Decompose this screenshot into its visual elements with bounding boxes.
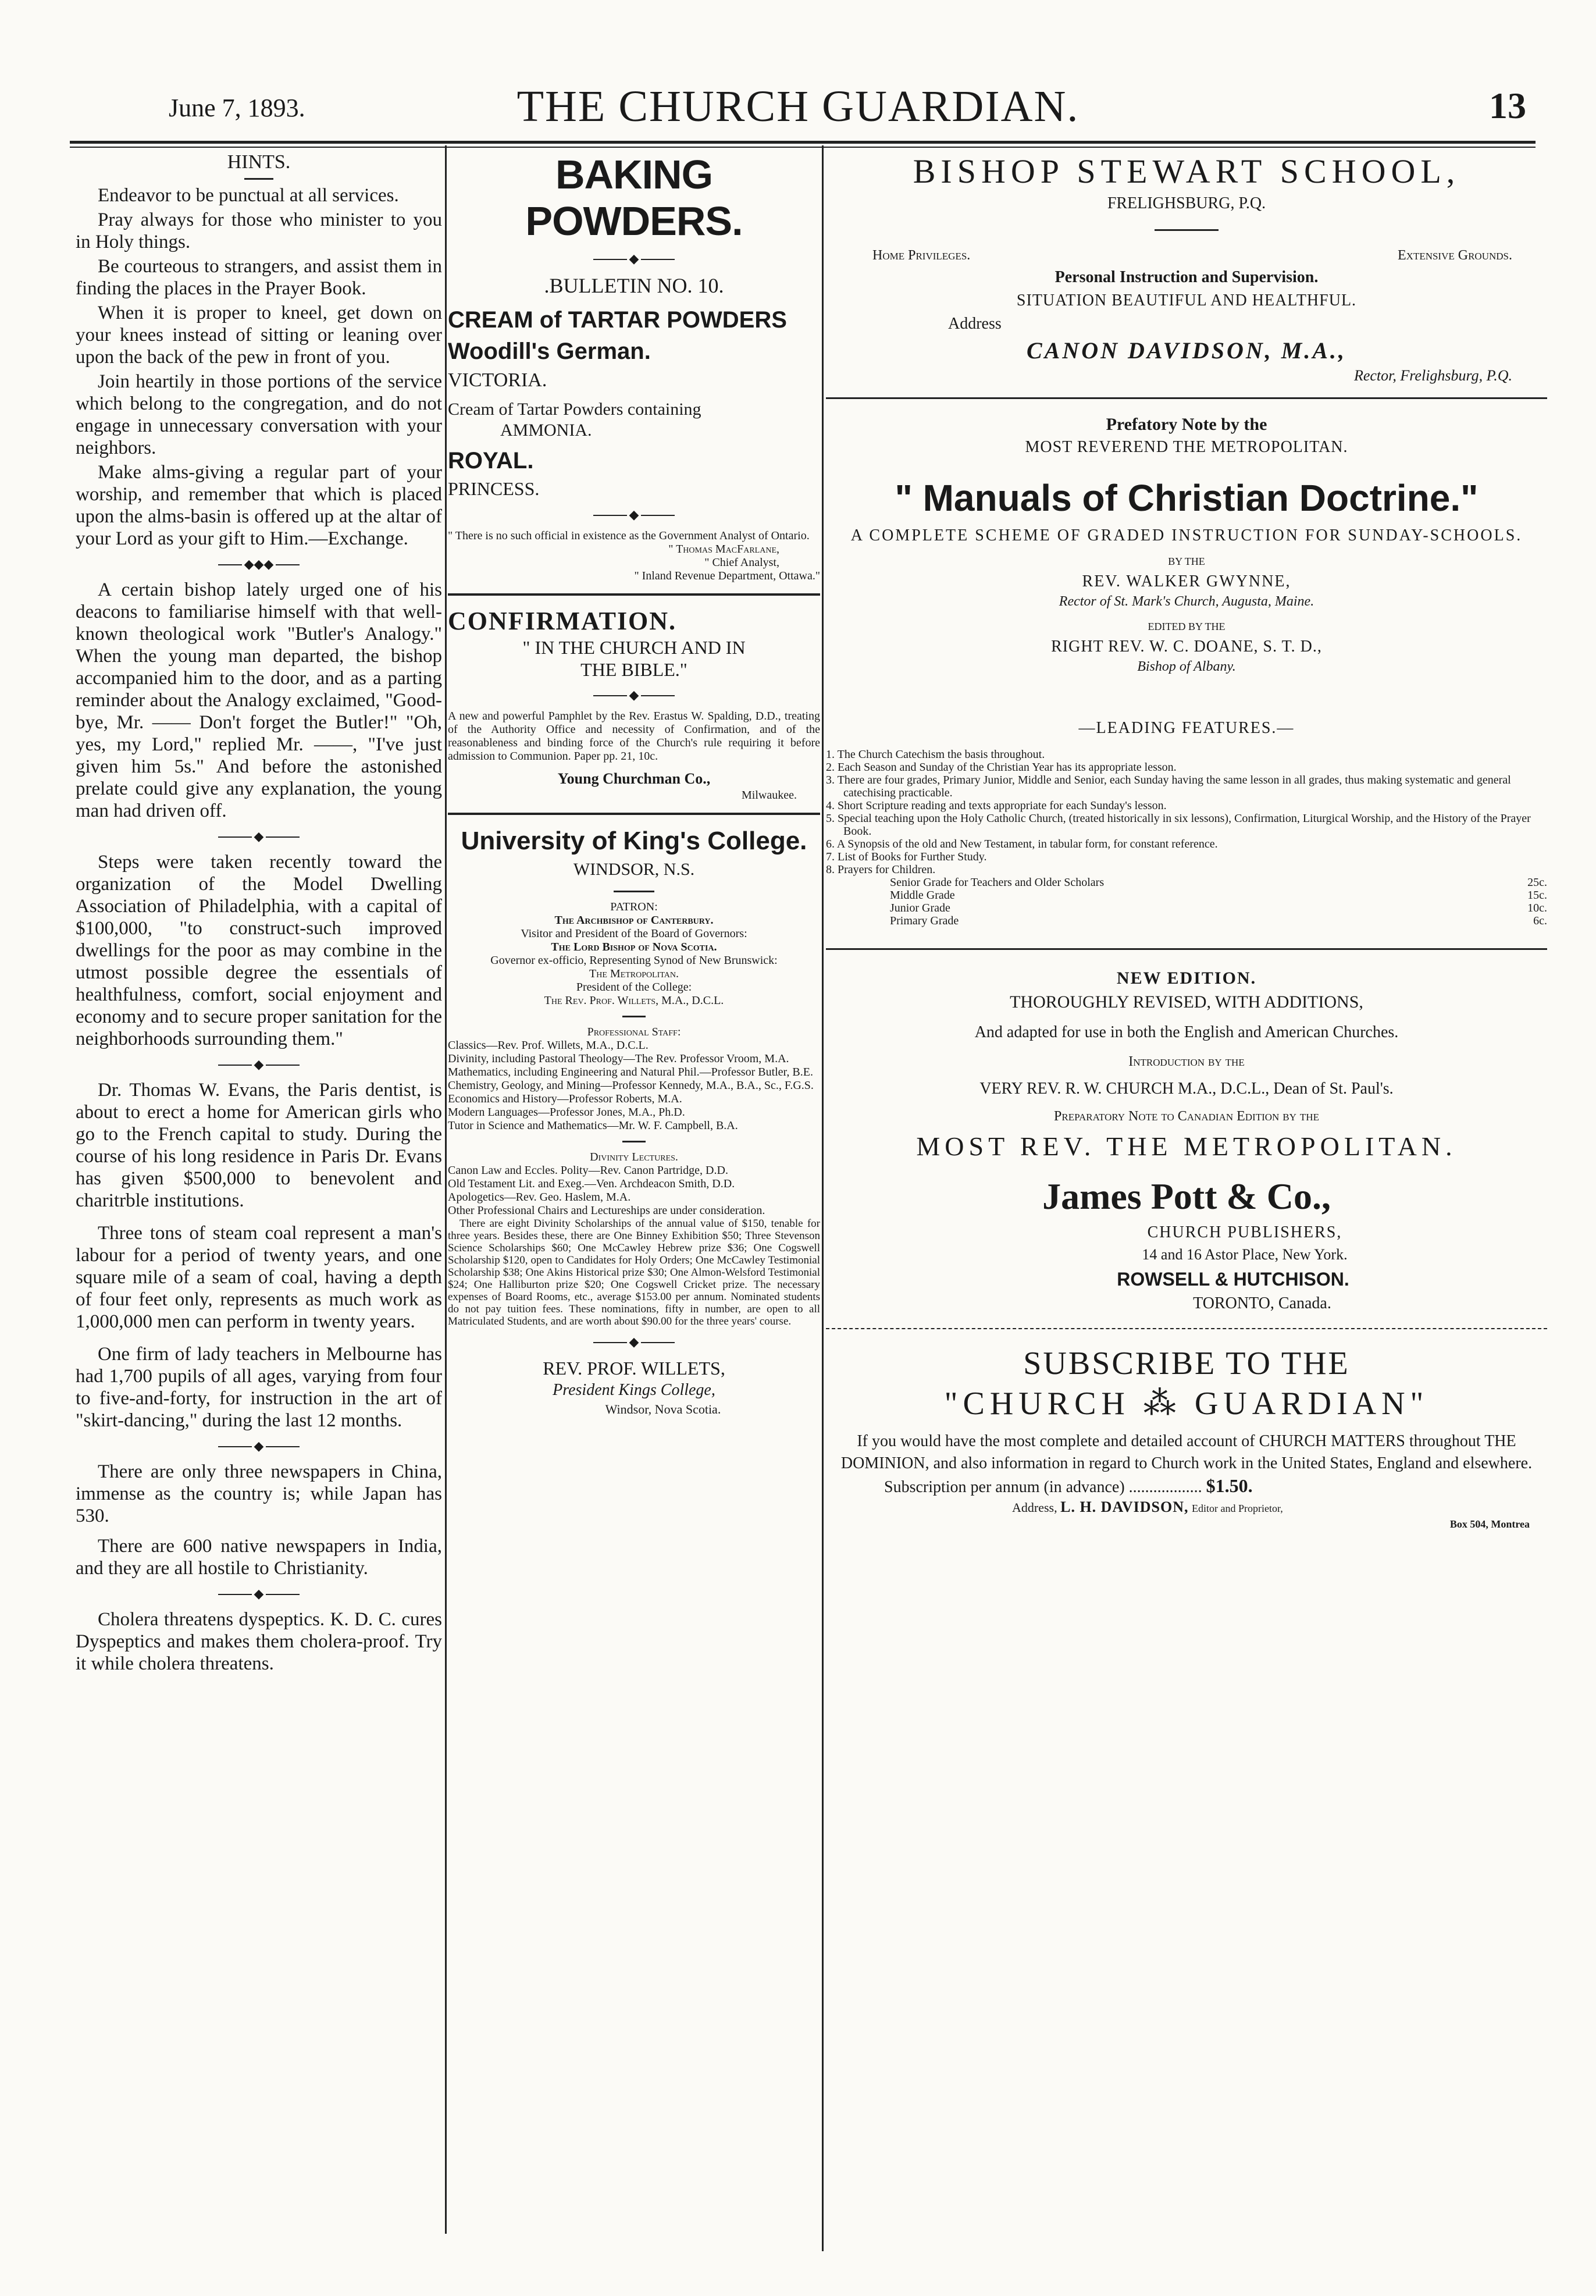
most-reverend-metropolitan: MOST REVEREND THE METROPOLITAN. (1025, 438, 1348, 456)
toronto-canada: TORONTO, Canada. (1193, 1294, 1331, 1312)
windsor-nova-scotia: Windsor, Nova Scotia. (605, 1402, 721, 1416)
column-1 (76, 151, 442, 1677)
section-rule (826, 397, 1547, 399)
rev-willets: REV. PROF. WILLETS, (543, 1358, 725, 1379)
adapted-for-use: And adapted for use in both the English and American Churches. (974, 1023, 1399, 1041)
in-church-line: " IN THE CHURCH AND IN (522, 637, 746, 658)
bishop-stewart-school-title: BISHOP STEWART SCHOOL, (913, 152, 1460, 190)
divinity-item: Other Professional Chairs and Lectureships are under consideration. (448, 1204, 765, 1217)
prefatory-note: Prefatory Note by the (1106, 415, 1267, 434)
divider: ◆ (593, 689, 675, 702)
price-row (890, 902, 1547, 914)
bishop-of-albany: Bishop of Albany. (1137, 659, 1236, 674)
ammonia: AMMONIA. (500, 421, 592, 440)
president-kings-college: President Kings College, (553, 1381, 715, 1399)
divider: ◆ (218, 830, 300, 843)
most-rev-metropolitan: MOST REV. THE METROPOLITAN. (916, 1131, 1457, 1161)
grade-price: 6c. (1533, 914, 1547, 927)
school-features-row (826, 245, 1547, 266)
very-rev-church: VERY REV. R. W. CHURCH M.A., D.C.L., Dean of St. Paul's. (979, 1080, 1394, 1098)
feature-item: 7. List of Books for Further Study. (826, 850, 987, 863)
feature-item: 1. The Church Catechism the basis throughout. (826, 748, 1045, 761)
princess: PRINCESS. (448, 478, 540, 499)
divinity-item: Old Testament Lit. and Exeg.—Ven. Archdeacon Smith, D.D. (448, 1177, 735, 1190)
hint-paragraph: Join heartily in those portions of the service which belong to the congregation, and do not engage in unnecessary conversation with your neighbors. (76, 371, 442, 458)
cream-of-tartar-title: CREAM of TARTAR POWDERS (448, 307, 787, 333)
edited-by: EDITED BY THE (1148, 621, 1226, 632)
hint-paragraph: Endeavor to be punctual at all services. (98, 185, 399, 206)
china-article: There are only three newspapers in China, immense as the country is; while Japan has 530. (76, 1461, 442, 1526)
thoroughly-revised: THOROUGHLY REVISED, WITH ADDITIONS, (1010, 992, 1363, 1012)
grade-price: 25c. (1527, 876, 1547, 889)
kdc-advertisement: Cholera threatens dyspeptics. K. D. C. cures Dyspeptics and makes them cholera-proof. Try it while cholera threatens. (76, 1609, 442, 1674)
rowsell-hutchison: ROWSELL & HUTCHISON. (1117, 1269, 1349, 1290)
staff-list (448, 1039, 820, 1133)
right-rev-doane: RIGHT REV. W. C. DOANE, S. T. D., (1051, 638, 1322, 656)
church-guardian-title: "CHURCH ⁂ GUARDIAN" (944, 1386, 1429, 1422)
subscription-line (826, 1475, 1547, 1498)
divider: ◆◆◆ (218, 558, 300, 571)
box-address: Box 504, Montrea (1449, 1518, 1530, 1530)
hint-paragraph: Be courteous to strangers, and assist them in finding the places in the Prayer Book. (76, 256, 442, 299)
column-3 (826, 151, 1547, 1531)
astor-place: 14 and 16 Astor Place, New York. (1142, 1246, 1348, 1263)
divider: ◆ (218, 1058, 300, 1071)
feature-item: 5. Special teaching upon the Holy Catholic Church, (treated historically in six lessons), Confirmation, Liturgical Worship, and the History of the Prayer Book. (826, 812, 1531, 838)
quote-department: " Inland Revenue Department, Ottawa." (634, 569, 820, 582)
introduction-by: Introduction by the (1128, 1054, 1245, 1069)
divider: ◆ (593, 252, 675, 265)
coal-article: Three tons of steam coal represent a man's labour for a period of twenty years, and one square mile of a seam of coal, having a depth of four feet only, represents as much work as 1,000,000 men can perform in twenty years. (76, 1223, 442, 1332)
president-name: The Rev. Prof. Willets, M.A., D.C.L. (544, 994, 724, 1007)
divider (1155, 229, 1219, 231)
grade-name: Junior Grade (890, 902, 950, 914)
bulletin-number: .BULLETIN NO. 10. (544, 274, 724, 297)
india-article: There are 600 native newspapers in India, and they are all hostile to Christianity. (76, 1536, 442, 1579)
hint-paragraph: Make alms-giving a regular part of your worship, and remember that which is placed upon the alms-basin is offered up at the altar of your Lord as your gift to Him.—Exchange. (76, 462, 442, 549)
feature-item: 8. Prayers for Children. (826, 863, 936, 876)
victoria: VICTORIA. (448, 369, 547, 391)
manuals-title: " Manuals of Christian Doctrine." (895, 477, 1479, 519)
issue-date: June 7, 1893. (169, 94, 305, 122)
divinity-list (448, 1164, 820, 1218)
frelighsburg: FRELIGHSBURG, P.Q. (1107, 194, 1266, 212)
woodills-german: Woodill's German. (448, 339, 651, 364)
by-the: BY THE (1168, 556, 1205, 567)
president-label: President of the College: (576, 981, 692, 994)
header-rule (70, 141, 1536, 144)
divider: ◆ (593, 508, 675, 521)
new-edition: NEW EDITION. (1116, 969, 1257, 988)
quote-role: " Chief Analyst, (704, 556, 779, 569)
subscribe-description: If you would have the most complete and detailed account of CHURCH MATTERS throughout THE DOMINION, and also information in regard to Church work in the United States, England and elsewhere. (840, 1432, 1533, 1472)
grade-price: 10c. (1527, 902, 1547, 914)
section-rule (448, 813, 820, 815)
scholarships-text: There are eight Divinity Scholarships of the annual value of $150, tenable for three years. Besides these, there are One Binney Exhibition $50; Three Stevenson Science Scholarships $60; One McCawley Hebrew prize $36; One Cogswell Scholarship $120, open to Candidates for Holy Orders; One McCawley Testimonial Scholarship $38; One Akins Historical prize $30; One Almon-Welsford Testimonial $24; One Halliburton prize $20; One Cogswell Cricket prize. The necessary expenses of Board Rooms, etc., average $153.00 per annum. Nominated students do not pay tuition fees. These nominations, fifty in number, are open to all Matriculated Students, and are worth about $90.00 for the three years' course. (448, 1218, 820, 1327)
windsor-ns: WINDSOR, N.S. (573, 860, 695, 879)
divinity-title: Divinity Lectures. (590, 1151, 678, 1163)
complete-scheme: A COMPLETE SCHEME OF GRADED INSTRUCTION FOR SUNDAY-SCHOOLS. (850, 526, 1523, 544)
governor-name: The Metropolitan. (589, 967, 679, 980)
pamphlet-description: A new and powerful Pamphlet by the Rev. Erastus W. Spalding, D.D., treating of the Authority Office and necessity of Confirmation, and of the reasonableness and binding force of the Church's rule requiring it before admission to Communion. Paper pp. 21, 10c. (448, 710, 820, 763)
hint-paragraph: Pray always for those who minister to you in Holy things. (76, 209, 442, 252)
section-rule (826, 1328, 1547, 1329)
patron-name: The Archbishop of Canterbury. (554, 914, 714, 927)
grade-price: 15c. (1527, 889, 1547, 902)
hints-title: HINTS. (227, 151, 291, 173)
section-rule (826, 948, 1547, 950)
rector-st-marks: Rector of St. Mark's Church, Augusta, Maine. (1059, 594, 1314, 609)
subscription-price: $1.50. (1206, 1475, 1253, 1496)
grade-name: Middle Grade (890, 889, 955, 902)
price-row (890, 876, 1547, 889)
extensive-grounds: Extensive Grounds. (1398, 248, 1512, 263)
proprietor-line (826, 1498, 1547, 1517)
subscribe-title: SUBSCRIBE TO THE (1023, 1345, 1350, 1382)
price-list (890, 876, 1547, 927)
page-number: 13 (1489, 85, 1526, 126)
situation: SITUATION BEAUTIFUL AND HEALTHFUL. (1016, 291, 1357, 309)
subscription-label: Subscription per annum (in advance) .................. (884, 1478, 1202, 1496)
cream-ammonia-line: Cream of Tartar Powders containing (448, 400, 701, 419)
young-churchman-co: Young Churchman Co., (557, 770, 711, 787)
staff-item: Classics—Rev. Prof. Willets, M.A., D.C.L. (448, 1039, 649, 1052)
royal: ROYAL. (448, 448, 534, 474)
divider (614, 891, 654, 892)
evans-article: Dr. Thomas W. Evans, the Paris dentist, is about to erect a home for American girls who go to the French capital to study. During the course of his long residence in Paris Dr. Evans has given $500,000 to benevolent and charitrble institutions. (76, 1080, 442, 1211)
header-rule-thin (70, 147, 1536, 148)
features-list (826, 748, 1547, 876)
confirmation-title: CONFIRMATION. (448, 607, 677, 635)
address-label: Address (948, 315, 1002, 333)
divinity-item: Canon Law and Eccles. Polity—Rev. Canon Partridge, D.D. (448, 1164, 728, 1177)
rev-walker-gwynne: REV. WALKER GWYNNE, (1082, 572, 1291, 590)
column-divider-2 (822, 145, 824, 2251)
address-label: Address, (1012, 1500, 1057, 1515)
column-divider-1 (445, 145, 447, 2234)
visitor-name: The Lord Bishop of Nova Scotia. (551, 941, 717, 953)
staff-item: Divinity, including Pastoral Theology—The Rev. Professor Vroom, M.A. (448, 1052, 789, 1065)
melbourne-article: One firm of lady teachers in Melbourne has had 1,700 pupils of all ages, varying from four to five-and-forty, for instruction in the art of "skirt-dancing," during the last 12 months. (76, 1344, 442, 1431)
governor-label: Governor ex-officio, Representing Synod of New Brunswick: (490, 954, 778, 967)
model-dwelling-article: Steps were taken recently toward the organization of the Model Dwelling Association of Philadelphia, with a capital of $100,000, "to construct-such improved dwellings for the poor as may combine in the utmost possible degree the essentials of healthfulness, comfort, social enjoyment and economy and to secure proper sanitation for the neighborhoods surrounding them." (76, 852, 442, 1049)
editor-proprietor: Editor and Proprietor, (1192, 1503, 1283, 1514)
price-row (890, 914, 1547, 927)
divider (622, 1016, 646, 1017)
baking-powders-title: BAKING POWDERS. (525, 152, 743, 244)
price-row (890, 889, 1547, 902)
bishop-anecdote: A certain bishop lately urged one of his deacons to familiarise himself with that well-known theological work "Butler's Analogy." When the young man departed, the bishop accompanied him to the door, and as a parting reminder about the Analogy exclaimed, "Good-bye, Mr. —— Don't forget the Butler!" "Oh, yes, my Lord," replied Mr. ——, "I've just given him 5s." And before the astonished prelate could give any explanation, the young man had driven off. (76, 579, 442, 821)
feature-item: 2. Each Season and Sunday of the Christian Year has its appropriate lesson. (826, 761, 1177, 774)
divider: ◆ (218, 1440, 300, 1453)
kings-college-title: University of King's College. (461, 827, 807, 855)
staff-title: Professional Staff: (587, 1026, 681, 1038)
milwaukee: Milwaukee. (742, 789, 797, 802)
divider: ◆ (593, 1336, 675, 1348)
in-bible-line: THE BIBLE." (580, 659, 687, 680)
personal-instruction: Personal Instruction and Supervision. (1054, 268, 1319, 286)
divider: ◆ (218, 1587, 300, 1600)
home-privileges: Home Privileges. (872, 248, 971, 263)
newspaper-title: THE CHURCH GUARDIAN. (516, 82, 1080, 131)
staff-item: Modern Languages—Professor Jones, M.A., Ph.D. (448, 1106, 685, 1119)
divinity-item: Apologetics—Rev. Geo. Haslem, M.A. (448, 1191, 631, 1204)
divider (622, 1141, 646, 1142)
preparatory-note: Preparatory Note to Canadian Edition by the (1054, 1109, 1319, 1124)
church-publishers: CHURCH PUBLISHERS, (1147, 1223, 1342, 1241)
page-header (0, 81, 1596, 145)
quote-signature: " Thomas MacFarlane, (668, 543, 779, 556)
column-2 (448, 151, 820, 1418)
feature-item: 6. A Synopsis of the old and New Testament, in tabular form, for constant reference. (826, 838, 1218, 850)
staff-item: Economics and History—Professor Roberts, M.A. (448, 1092, 682, 1105)
feature-item: 3. There are four grades, Primary Junior, Middle and Senior, each Sunday having the same lesson in all grades, thus making systematic and general catechising practicable. (826, 774, 1511, 799)
james-pott-co: James Pott & Co., (1042, 1176, 1331, 1217)
leading-features-title: —LEADING FEATURES.— (1078, 719, 1295, 737)
proprietor-name: L. H. DAVIDSON, (1060, 1498, 1189, 1515)
analyst-quote: " There is no such official in existence as the Government Analyst of Ontario. (448, 529, 810, 542)
staff-item: Mathematics, including Engineering and Natural Phil.—Professor Butler, B.E. (448, 1066, 813, 1078)
grade-name: Senior Grade for Teachers and Older Scholars (890, 876, 1105, 889)
feature-item: 4. Short Scripture reading and texts appropriate for each Sunday's lesson. (826, 799, 1167, 812)
visitor-label: Visitor and President of the Board of Governors: (521, 927, 747, 940)
hint-paragraph: When it is proper to kneel, get down on your knees instead of sitting or leaning over upon the back of the pew in front of you. (76, 302, 442, 368)
section-rule (448, 593, 820, 596)
canon-davidson: CANON DAVIDSON, M.A., (1026, 337, 1346, 364)
rector-frelighsburg: Rector, Frelighsburg, P.Q. (1353, 367, 1512, 384)
staff-item: Tutor in Science and Mathematics—Mr. W. F. Campbell, B.A. (448, 1119, 738, 1132)
staff-item: Chemistry, Geology, and Mining—Professor Kennedy, M.A., B.A., Sc., F.G.S. (448, 1079, 814, 1092)
divider (244, 178, 273, 180)
grade-name: Primary Grade (890, 914, 959, 927)
patron-label: PATRON: (610, 900, 658, 913)
